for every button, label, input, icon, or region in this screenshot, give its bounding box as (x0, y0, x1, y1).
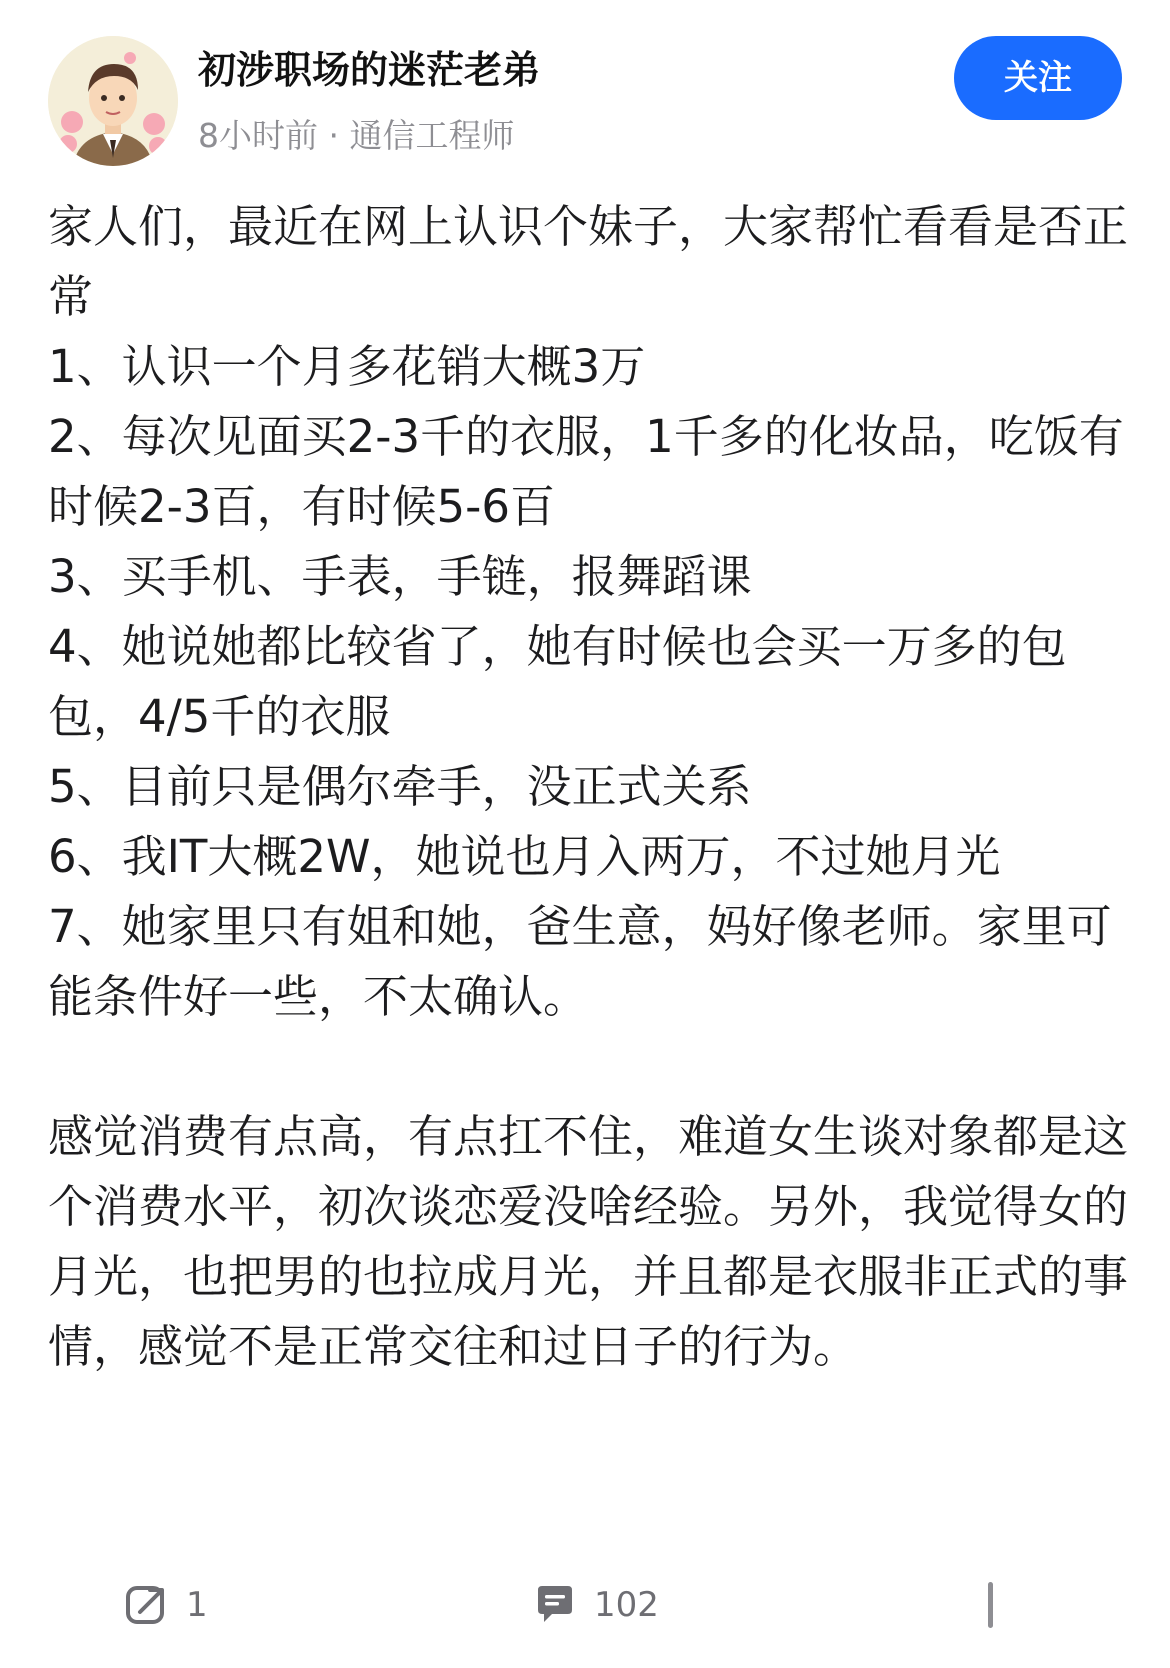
share-count: 1 (186, 1585, 208, 1625)
comment-button[interactable] (532, 1560, 659, 1650)
avatar[interactable] (48, 36, 178, 166)
post-line: 7、她家里只有姐和她，爸生意，妈好像老师。家里可能条件好一些，不太确认。 (48, 900, 1112, 1023)
comment-icon (532, 1582, 578, 1628)
post-meta: 8小时前 · 通信工程师 (198, 116, 515, 155)
share-button[interactable] (124, 1560, 208, 1650)
post-line: 6、我IT大概2W，她说也月入两万，不过她月光 (48, 830, 1001, 883)
action-bar (0, 1560, 1170, 1650)
post-header (0, 0, 1170, 180)
follow-button[interactable]: 关注 (954, 36, 1122, 120)
paragraph-gap (48, 1032, 1128, 1102)
post-body (48, 192, 1128, 1382)
share-icon (124, 1582, 170, 1628)
post-line: 4、她说她都比较省了，她有时候也会买一万多的包包，4/5千的衣服 (48, 620, 1067, 743)
post-closing-paragraph: 感觉消费有点高，有点扛不住，难道女生谈对象都是这个消费水平，初次谈恋爱没啥经验。另外，我觉得女的月光，也把男的也拉成月光，并且都是衣服非正式的事情，感觉不是正常交往和过日子的行为。 (48, 1110, 1129, 1373)
post-line: 家人们，最近在网上认识个妹子，大家帮忙看看是否正常 (48, 200, 1129, 323)
post-line: 1、认识一个月多花销大概3万 (48, 340, 646, 393)
avatar-illustration (48, 36, 178, 166)
more-icon (968, 1582, 1014, 1628)
post-line: 3、买手机、手表，手链，报舞蹈课 (48, 550, 752, 603)
post-line: 5、目前只是偶尔牵手，没正式关系 (48, 760, 752, 813)
author-name[interactable]: 初涉职场的迷茫老弟 (198, 48, 541, 92)
post-line: 2、每次见面买2-3千的衣服，1千多的化妆品，吃饭有时候2-3百，有时候5-6百 (48, 410, 1124, 533)
comment-count: 102 (594, 1585, 659, 1625)
text-fade-overlay (0, 1380, 1170, 1520)
more-button[interactable] (968, 1560, 1014, 1650)
